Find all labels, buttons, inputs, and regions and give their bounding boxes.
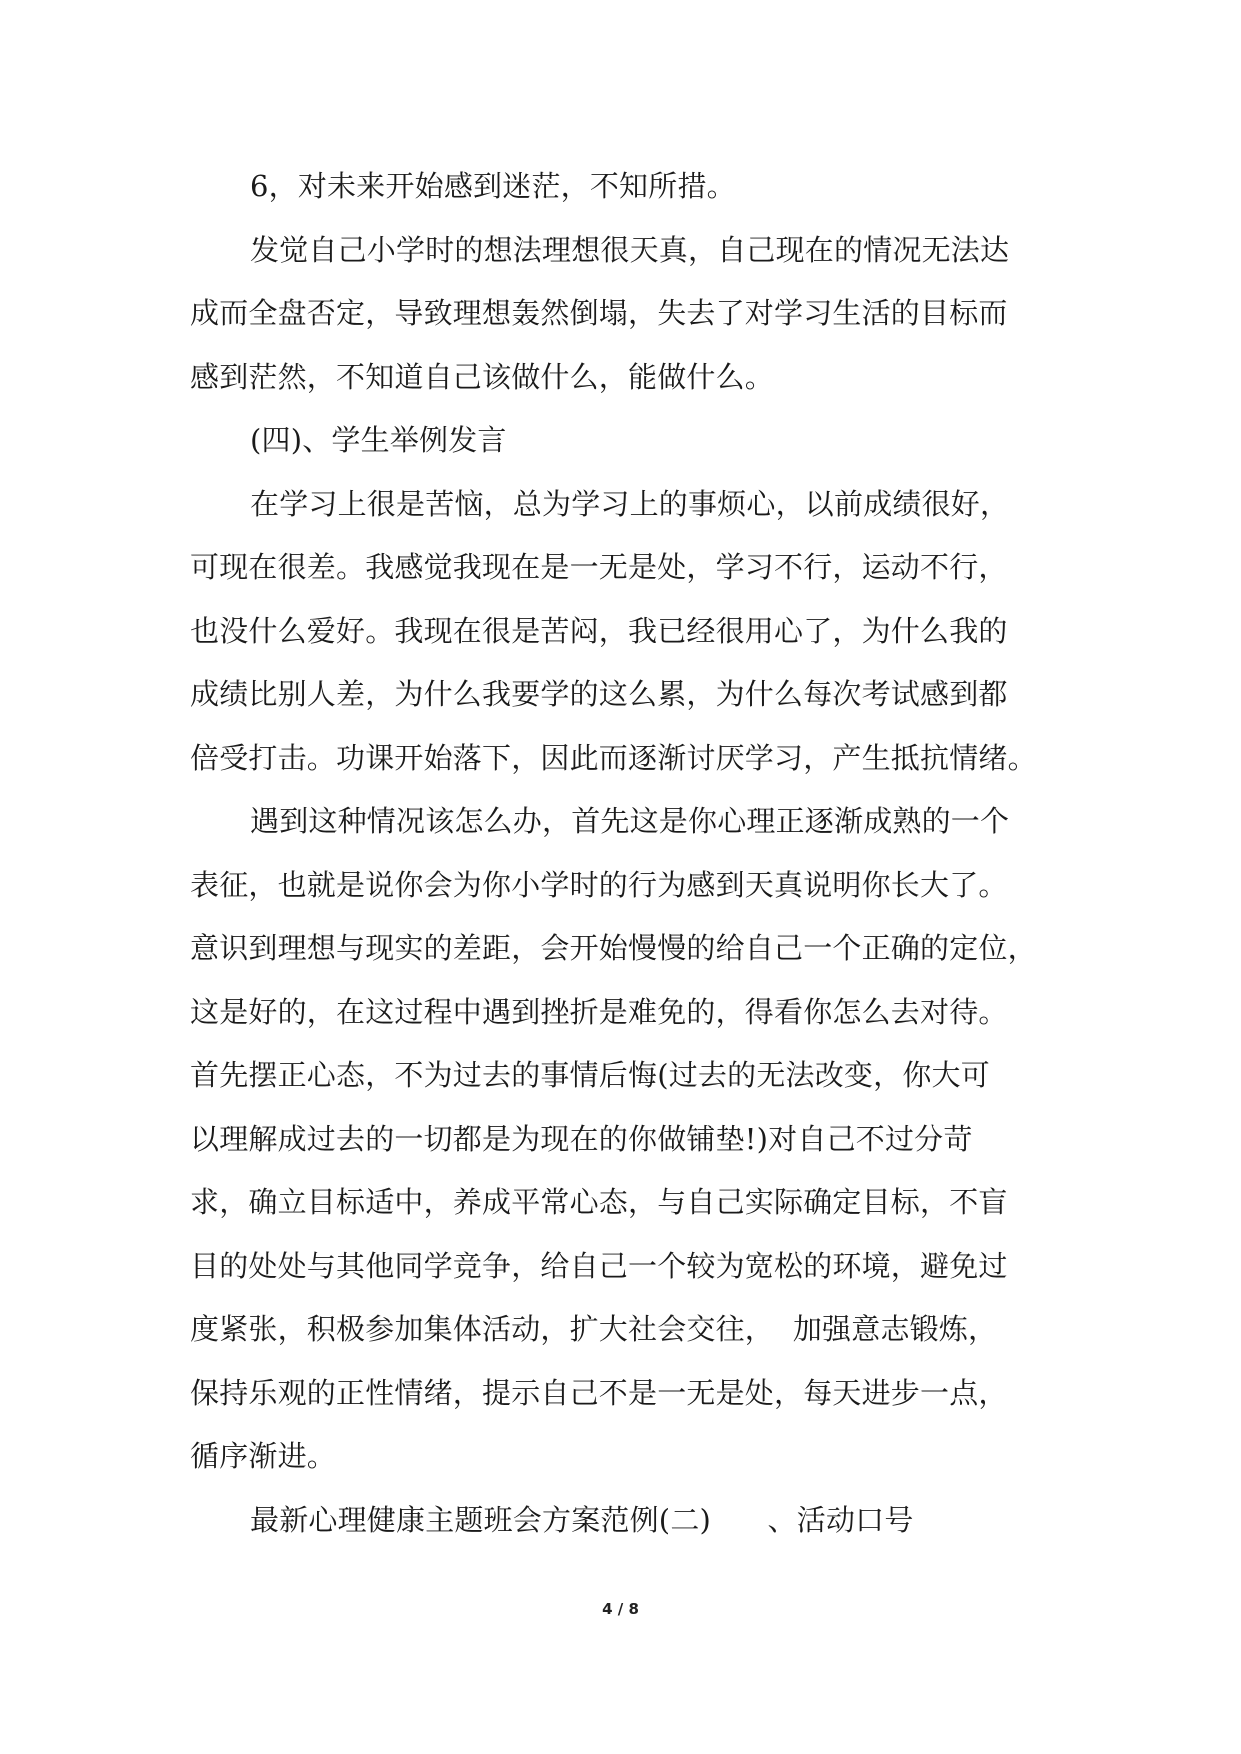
paragraph-line: 遇到这种情况该怎么办，首先这是你心理正逐渐成熟的一个 (250, 804, 1010, 838)
paragraph-line: 倍受打击。功课开始落下，因此而逐渐讨厌学习，产生抵抗情绪。 (190, 740, 1037, 775)
paragraph-line: 度紧张，积极参加集体活动，扩大社会交往， 加强意志锻炼， (190, 1312, 998, 1346)
section-heading: (四)、学生举例发言 (250, 423, 507, 457)
paragraph-line: 这是好的，在这过程中遇到挫折是难免的，得看你怎么去对待。 (190, 994, 1008, 1029)
section-heading: 最新心理健康主题班会方案范例(二) 、活动口号 (250, 1502, 914, 1537)
paragraph-line: 循序渐进。 (190, 1439, 337, 1473)
paragraph-line: 感到茫然，不知道自己该做什么，能做什么。 (190, 359, 775, 394)
paragraph-line: 求，确立目标适中，养成平常心态，与自己实际确定目标，不盲 (190, 1185, 1008, 1219)
paragraph-line: 也没什么爱好。我现在很是苦闷，我已经很用心了，为什么我的 (190, 613, 1008, 648)
paragraph-line: 保持乐观的正性情绪，提示自己不是一无是处，每天进步一点， (190, 1375, 1008, 1410)
paragraph-line: 发觉自己小学时的想法理想很天真，自己现在的情况无法达 (250, 232, 1010, 267)
paragraph-line: 首先摆正心态，不为过去的事情后悔(过去的无法改变，你大可 (190, 1058, 990, 1092)
paragraph-line: 6，对未来开始感到迷茫，不知所措。 (250, 169, 736, 203)
page-number: 4 / 8 (602, 1600, 639, 1618)
paragraph-line: 目的处处与其他同学竞争，给自己一个较为宽松的环境，避免过 (190, 1248, 1008, 1283)
paragraph-line: 在学习上很是苦恼，总为学习上的事烦心，以前成绩很好， (250, 486, 1010, 521)
paragraph-line: 可现在很差。我感觉我现在是一无是处，学习不行，运动不行， (190, 550, 1008, 584)
paragraph-line: 以理解成过去的一切都是为现在的你做铺垫!)对自己不过分苛 (190, 1121, 973, 1156)
paragraph-line: 表征，也就是说你会为你小学时的行为感到天真说明你长大了。 (190, 867, 1008, 902)
paragraph-line: 意识到理想与现实的差距，会开始慢慢的给自己一个正确的定位， (190, 931, 1037, 965)
paragraph-line: 成绩比别人差，为什么我要学的这么累，为什么每次考试感到都 (190, 677, 1008, 711)
paragraph-line: 成而全盘否定，导致理想轰然倒塌，失去了对学习生活的目标而 (190, 296, 1008, 330)
document-body (190, 155, 1080, 1552)
